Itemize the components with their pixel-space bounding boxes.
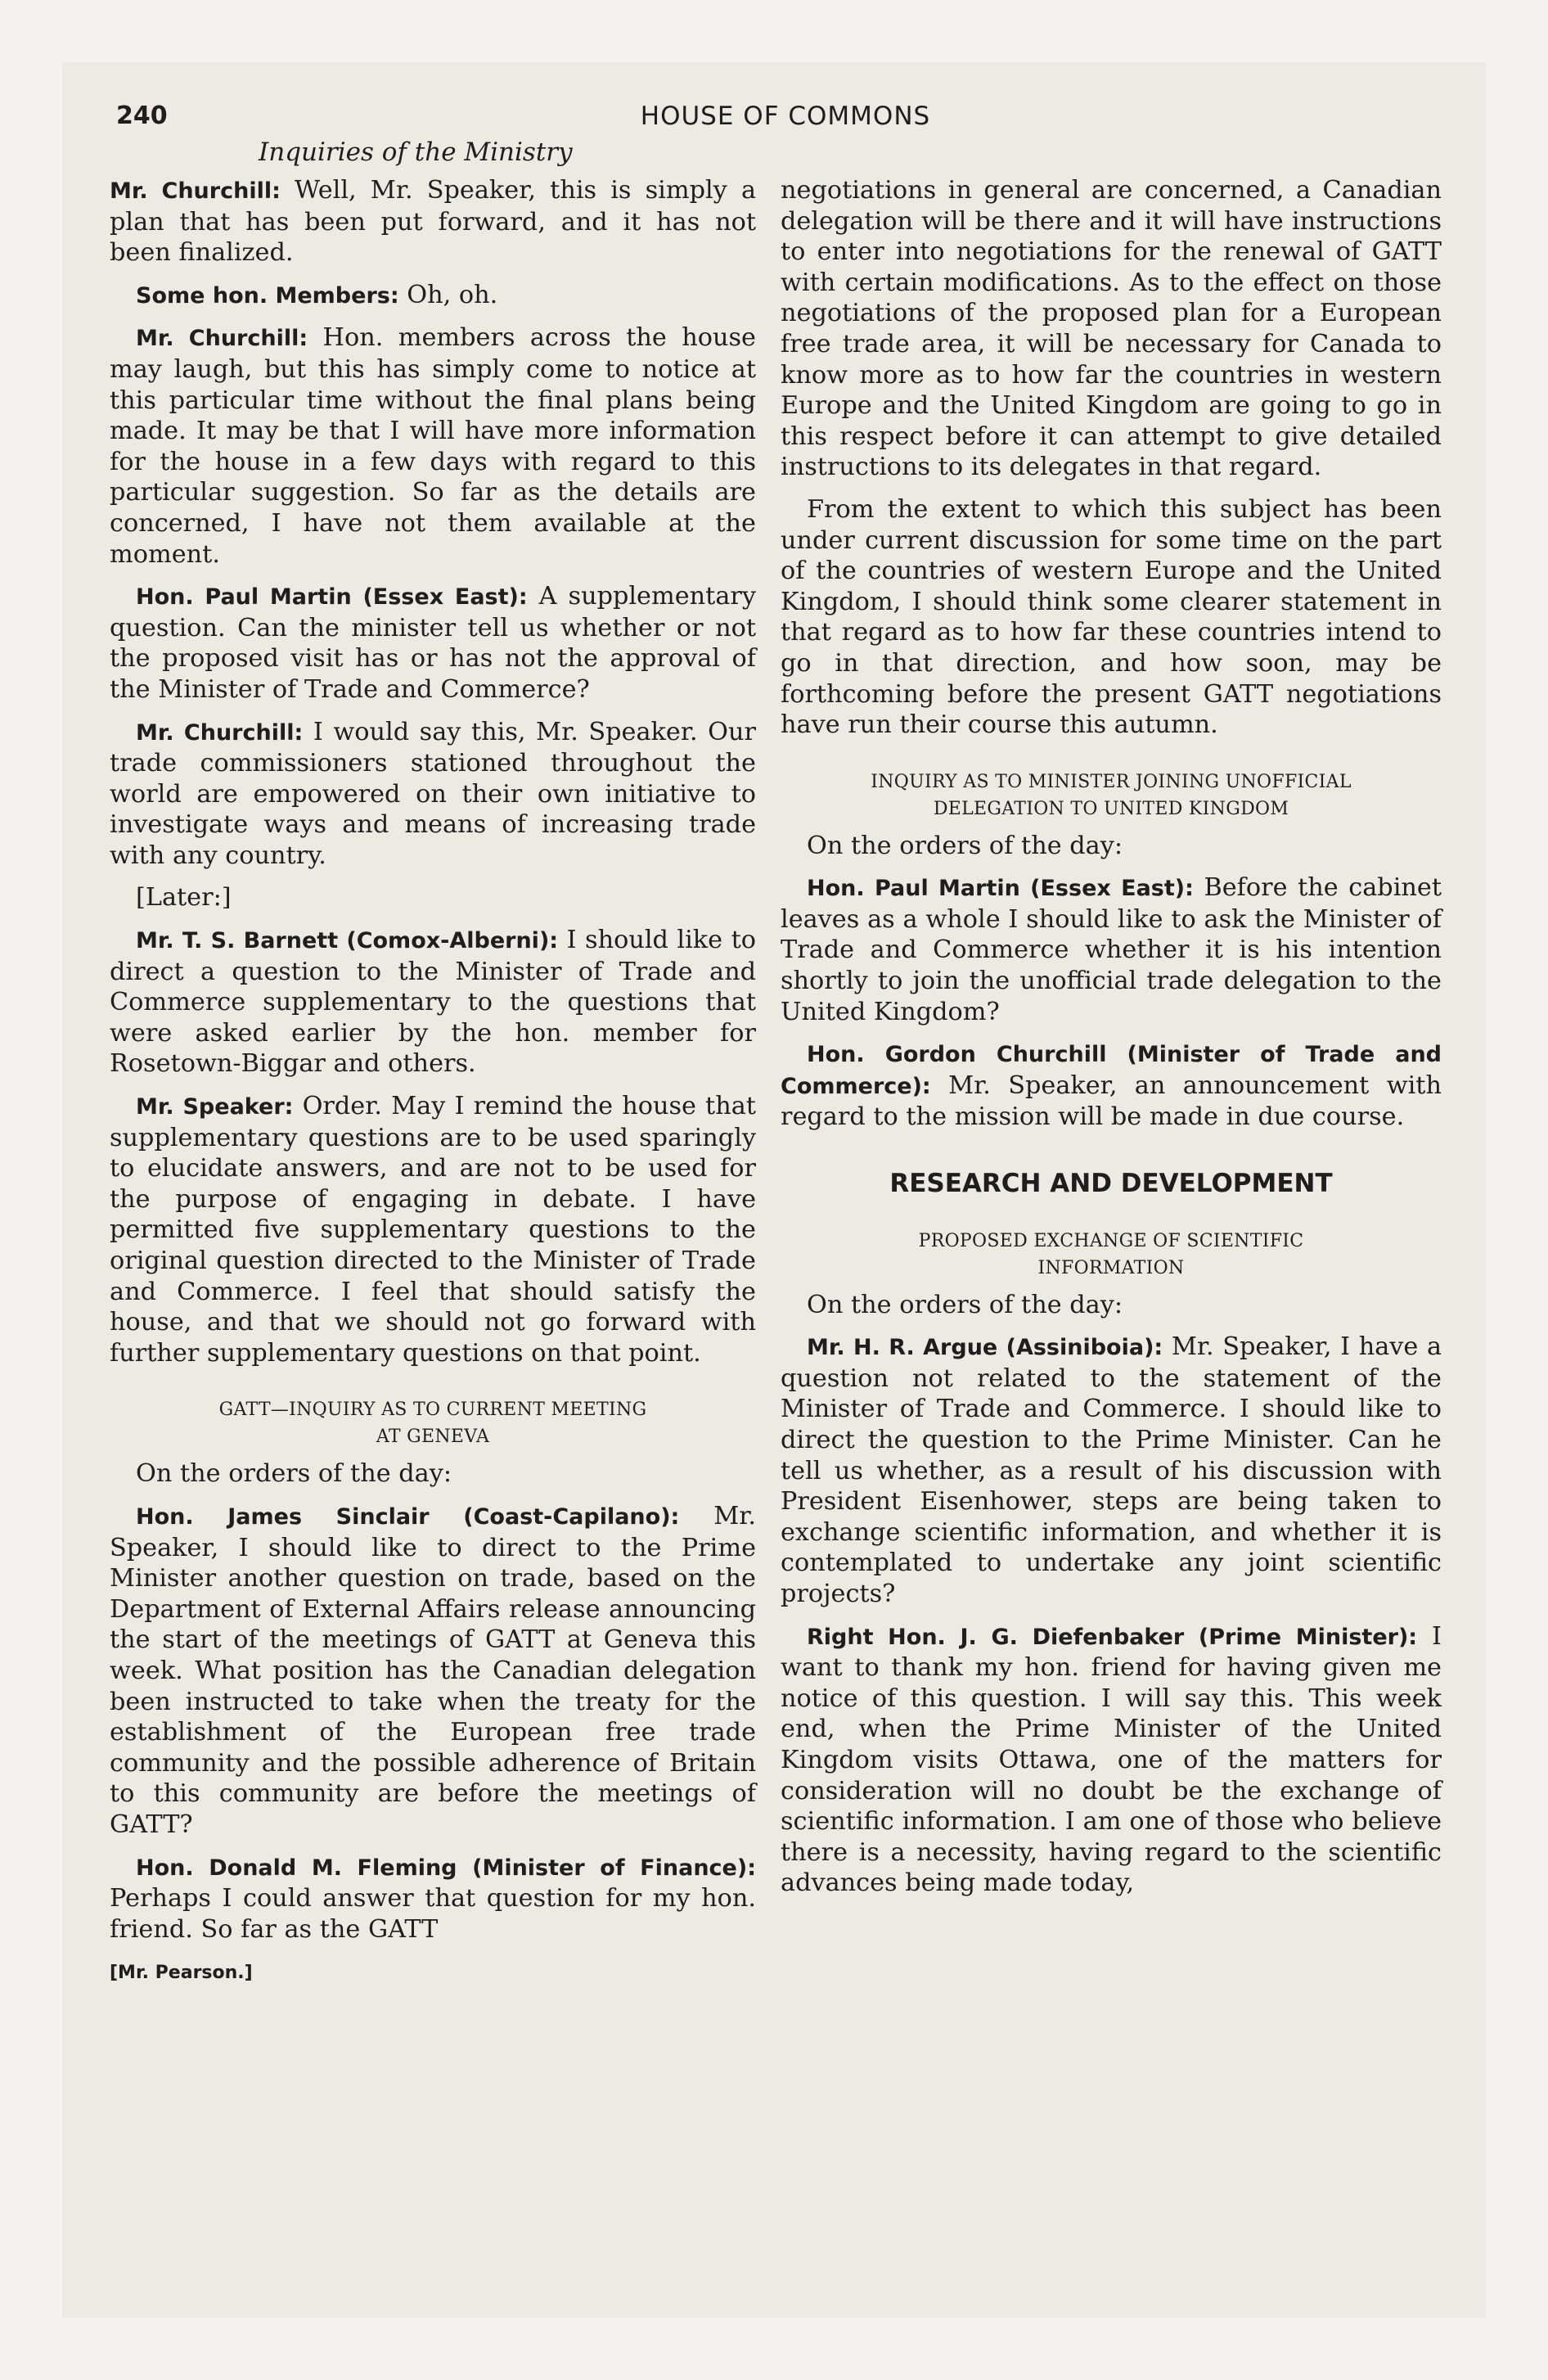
speaker-name: Hon. Paul Martin (Essex East):	[136, 584, 528, 611]
speech-text: Perhaps I could answer that question for my hon. friend. So far as the GATT	[110, 1884, 756, 1944]
speech-text: Mr. Speaker, I have a question not related to the statement of the Minister of Trade and Commerce. I should like to direct the question to the Prime Minister. Can he tell us whether, as a result of his discussion with President Eisenhower, steps are being taken to exchange scientific information, and whether it is contemplated to undertake any joint scientific projects?	[781, 1332, 1442, 1608]
speech-text: Hon. members across the house may laugh, but this has simply come to notice at this particular time without the final plans being made. It may be that I will have more information for the house in a few days with regard to this particular suggestion. So far as the details are concerned, I have not them available at the moment.	[110, 323, 756, 569]
speech-text: Order. May I remind the house that supplementary questions are to be used sparingly to elucidate answers, and are not to be used for the purpose of engaging in debate. I have permitted five supplementary questions to the original question directed to the Minister of Trade and Commerce. I feel that should satisfy the house, and that we should not go forward with further supplementary questions on that point.	[110, 1092, 756, 1368]
speech-text: Oh, oh.	[398, 280, 498, 309]
speech-text: Mr. Speaker, I should like to direct to the Prime Minister another question on trade, based on the Department of External Affairs release announcing the start of the meetings of GATT at Geneva this week. What position has the Canadian delegation been instructed to take when the treaty for the establishment of the European free trade community and the possible adherence of Britain to this community are before the meetings of GATT?	[110, 1501, 756, 1839]
orders-of-the-day: On the orders of the day:	[807, 1290, 1123, 1319]
paragraph	[110, 1501, 756, 1841]
section-heading	[838, 1228, 1384, 1282]
speaker-name: Hon. Donald M. Fleming (Minister of Finance):	[136, 1855, 756, 1881]
speaker-name: Hon. James Sinclair (Coast-Capilano):	[136, 1503, 680, 1530]
speech-text: I should like to direct a question to the Minister of Trade and Commerce supplementary to the questions that were asked earlier by the hon. member for Rosetown-Biggar and others.	[110, 926, 756, 1079]
left-column	[110, 175, 756, 2000]
section-heading	[167, 1396, 699, 1450]
speaker-name: Right Hon. J. G. Diefenbaker (Prime Minister):	[807, 1624, 1418, 1650]
page-header	[116, 101, 1455, 142]
speaker-name: Mr. Churchill:	[136, 326, 308, 352]
speaker-name: Hon. Gordon Churchill (Minister of Trade and Commerce):	[781, 1042, 1442, 1099]
speech-text: Before the cabinet leaves as a whole I should like to ask the Minister of Trade and Commerce whether it is his intention shortly to join the unofficial trade delegation to the United Kingdom?	[781, 873, 1442, 1026]
paragraph	[110, 322, 756, 570]
speech-text: I would say this, Mr. Speaker. Our trade commissioners stationed throughout the world are empowered on their own initiative to investigate ways and means of increasing trade with any country.	[110, 717, 756, 870]
running-head: HOUSE OF COMMONS	[640, 101, 931, 131]
speech-text: A supplementary question. Can the minister tell us whether or not the proposed visit has or has not the approval of the Minister of Trade and Commerce?	[110, 582, 756, 704]
speaker-name: Mr. Speaker:	[136, 1094, 294, 1120]
paragraph	[110, 175, 756, 268]
paragraph	[110, 581, 756, 705]
section-heading-line: GATT—INQUIRY AS TO CURRENT MEETING	[218, 1400, 647, 1421]
section-heading-line: PROPOSED EXCHANGE OF SCIENTIFIC	[918, 1230, 1304, 1251]
section-heading-line: INQUIRY AS TO MINISTER JOINING UNOFFICIAL	[871, 771, 1352, 792]
section-heading	[838, 769, 1384, 823]
speaker-name: Hon. Paul Martin (Essex East):	[807, 876, 1194, 902]
hansard-page	[62, 62, 1486, 2318]
section-subhead: Inquiries of the Ministry	[259, 137, 573, 167]
paragraph	[781, 1039, 1442, 1133]
speaker-name: Mr. T. S. Barnett (Comox-Alberni):	[136, 928, 559, 954]
later-marker: [Later:]	[136, 883, 232, 913]
speaker-name: Mr. H. R. Argue (Assiniboia):	[807, 1335, 1163, 1361]
speaker-name: Mr. Churchill:	[136, 719, 304, 746]
paragraph	[110, 1091, 756, 1368]
paragraph	[781, 1621, 1442, 1899]
speaker-name: Mr. Churchill:	[110, 178, 281, 204]
speech-text: Well, Mr. Speaker, this is simply a plan that has been put forward, and it has not been finalized.	[110, 176, 757, 268]
paragraph	[781, 1332, 1442, 1609]
paragraph: From the extent to which this subject has been under current discussion for some time on the part of the countries of western Europe and the United Kingdom, I should think some clearer statement in that regard as to how far these countries intend to go in that direction, and how soon, may be forthcoming before the present GATT negotiations have run their course this autumn.	[781, 494, 1442, 740]
section-heading-line: DELEGATION TO UNITED KINGDOM	[933, 798, 1289, 819]
orders-of-the-day: On the orders of the day:	[807, 831, 1123, 860]
speech-text: Mr. Speaker, an announcement with regard to the mission will be made in due course.	[781, 1071, 1442, 1132]
section-heading-line: AT GENEVA	[376, 1427, 490, 1448]
paragraph	[110, 1852, 756, 1945]
speech-text: I want to thank my hon. friend for having given me notice of this question. I will say this. This week end, when the Prime Minister of the United Kingdom visits Ottawa, one of the matters for consideration will no doubt be the exchange of scientific information. I am one of those who believe there is a necessity, having regard to the scientific advances being made today,	[781, 1621, 1442, 1898]
paragraph	[110, 280, 756, 312]
section-heading-line: INFORMATION	[1037, 1257, 1185, 1278]
page-footer: [Mr. Pearson.]	[110, 1963, 253, 1984]
paragraph	[781, 872, 1442, 1027]
page-number: 240	[116, 101, 168, 130]
paragraph	[110, 717, 756, 872]
speaker-name: Some hon. Members:	[136, 282, 399, 309]
orders-of-the-day: On the orders of the day:	[136, 1459, 452, 1489]
right-column	[781, 175, 1442, 1910]
major-heading: RESEARCH AND DEVELOPMENT	[889, 1169, 1333, 1199]
paragraph	[110, 925, 756, 1080]
paragraph: negotiations in general are concerned, a Canadian delegation will be there and it will have instructions to enter into negotiations for the renewal of GATT with certain modifications. As to the effect on those negotiations of the proposed plan for a European free trade area, it will be necessary for Canada to know more as to how far the countries in western Europe and the United Kingdom are going to go in this respect before it can attempt to give detailed instructions to its delegates in that regard.	[781, 176, 1442, 482]
